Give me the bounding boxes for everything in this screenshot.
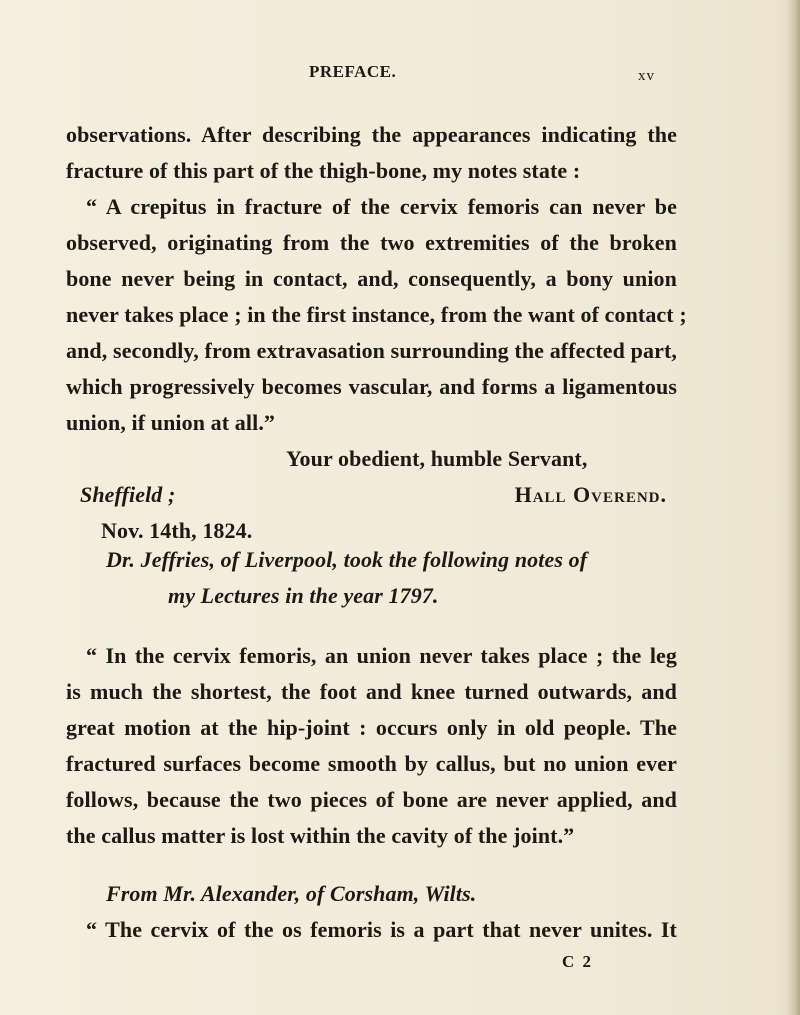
heading-line: From Mr. Alexander, of Corsham, Wilts. — [106, 881, 477, 906]
page-number: xv — [638, 68, 655, 84]
text-line: union, if union at all.” — [66, 410, 276, 435]
section-heading-alexander — [66, 876, 677, 912]
text-line: fracture of this part of the thigh-bone, my notes state : — [66, 158, 581, 183]
letter-closing: Your obedient, humble Servant, — [286, 446, 588, 471]
heading-line: Dr. Jeffries, of Liverpool, took the following notes of — [106, 547, 588, 572]
text-line: observations. After describing the appearances indicating the — [66, 122, 677, 147]
text-line: “ The cervix of the os femoris is a part that never unites. It — [86, 917, 677, 942]
running-title: PREFACE. — [309, 62, 397, 81]
text-line: “ A crepitus in fracture of the cervix femoris can never be — [86, 194, 677, 219]
text-line: bone never being in contact, and, consequently, a bony union — [66, 266, 677, 291]
text-line: fractured surfaces become smooth by callus, but no union ever — [66, 751, 677, 776]
catchword: C 2 — [562, 952, 594, 971]
section-heading-jeffries — [66, 542, 677, 614]
page-header — [0, 62, 800, 92]
letter-signature: Hall Overend. — [514, 482, 667, 507]
text-line: “ In the cervix femoris, an union never takes place ; the leg — [86, 643, 677, 668]
text-line: and, secondly, from extravasation surrounding the affected part, — [66, 338, 677, 363]
paragraph-os-femoris — [66, 912, 677, 948]
text-line: the callus matter is lost within the cavity of the joint.” — [66, 823, 575, 848]
paragraph-cervix-femoris — [66, 638, 677, 854]
text-line: never takes place ; in the first instance, from the want of contact ; — [66, 302, 687, 327]
heading-line: my Lectures in the year 1797. — [168, 583, 439, 608]
text-line: follows, because the two pieces of bone are never applied, and — [66, 787, 677, 812]
letter-date: Nov. 14th, 1824. — [101, 518, 253, 543]
letter-signature-row — [66, 477, 677, 513]
letter-place: Sheffield ; — [80, 482, 176, 507]
text-line: observed, originating from the two extremities of the broken — [66, 230, 677, 255]
text-line: is much the shortest, the foot and knee turned outwards, and — [66, 679, 677, 704]
text-line: great motion at the hip-joint : occurs only in old people. The — [66, 715, 677, 740]
page-edge-shadow — [786, 0, 800, 1015]
text-line: which progressively becomes vascular, and forms a ligamentous — [66, 374, 677, 399]
paragraph-observations — [66, 117, 687, 549]
